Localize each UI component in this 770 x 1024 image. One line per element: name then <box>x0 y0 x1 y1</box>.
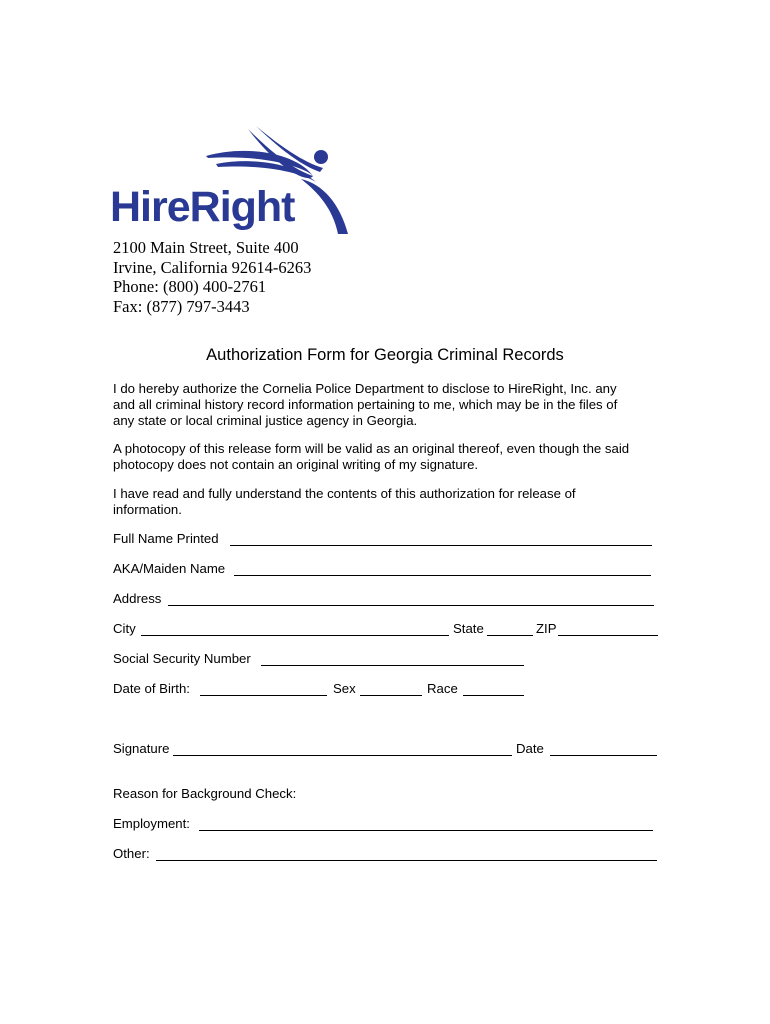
ssn-row <box>113 651 658 669</box>
authorization-paragraph <box>113 381 673 429</box>
ssn-field[interactable] <box>261 665 524 666</box>
form-title: Authorization Form for Georgia Criminal Records <box>206 346 564 364</box>
signature-date-row <box>113 741 658 759</box>
city-state-zip-row <box>113 621 658 639</box>
aka-field[interactable] <box>234 575 651 576</box>
paragraph-line: I do hereby authorize the Cornelia Police Department to disclose to HireRight, Inc. any <box>113 381 617 396</box>
date-label: Date <box>516 741 544 756</box>
address-field[interactable] <box>168 605 654 606</box>
address-label: Address <box>113 591 162 606</box>
aka-row <box>113 561 658 579</box>
full-name-field[interactable] <box>230 545 652 546</box>
aka-label: AKA/Maiden Name <box>113 561 226 576</box>
dob-field[interactable] <box>200 695 327 696</box>
dob-sex-race-row <box>113 681 658 699</box>
city-field[interactable] <box>141 635 449 636</box>
phone-number: Phone: (800) 400-2761 <box>113 277 267 296</box>
sex-label: Sex <box>333 681 356 696</box>
company-address <box>113 238 311 316</box>
other-label: Other: <box>113 846 150 861</box>
reason-row <box>113 786 658 804</box>
race-field[interactable] <box>463 695 524 696</box>
logo-wordmark: HireRight <box>110 183 295 231</box>
employment-row <box>113 816 658 834</box>
ssn-label: Social Security Number <box>113 651 251 666</box>
full-name-label: Full Name Printed <box>113 531 219 546</box>
address-line-2: Irvine, California 92614-6263 <box>113 257 312 277</box>
reason-label: Reason for Background Check: <box>113 786 297 801</box>
state-label: State <box>453 621 484 636</box>
race-label: Race <box>427 681 458 696</box>
paragraph-line: photocopy does not contain an original writing of my signature. <box>113 457 479 472</box>
address-row <box>113 591 658 609</box>
city-label: City <box>113 621 136 636</box>
paragraph-line: information. <box>113 502 182 517</box>
photocopy-paragraph <box>113 441 673 473</box>
dob-label: Date of Birth: <box>113 681 190 696</box>
paragraph-line: A photocopy of this release form will be valid as an original thereof, even though the said <box>113 441 630 456</box>
signature-label: Signature <box>113 741 170 756</box>
fax-number: Fax: (877) 797-3443 <box>113 296 250 316</box>
state-field[interactable] <box>487 635 533 636</box>
date-field[interactable] <box>550 755 657 756</box>
other-field[interactable] <box>156 860 657 861</box>
other-row <box>113 846 658 864</box>
hireright-logo <box>108 124 358 242</box>
full-name-row <box>113 531 658 549</box>
sex-field[interactable] <box>360 695 422 696</box>
zip-label: ZIP <box>536 621 557 636</box>
acknowledgement-paragraph <box>113 486 673 518</box>
paragraph-line: and all criminal history record information pertaining to me, which may be in the files of <box>113 397 618 412</box>
paragraph-line: I have read and fully understand the contents of this authorization for release of <box>113 486 576 501</box>
signature-field[interactable] <box>173 755 512 756</box>
employment-label: Employment: <box>113 816 190 831</box>
paragraph-line: any state or local criminal justice agency in Georgia. <box>113 413 418 428</box>
zip-field[interactable] <box>558 635 658 636</box>
address-line-1: 2100 Main Street, Suite 400 <box>113 238 299 257</box>
employment-field[interactable] <box>199 830 653 831</box>
